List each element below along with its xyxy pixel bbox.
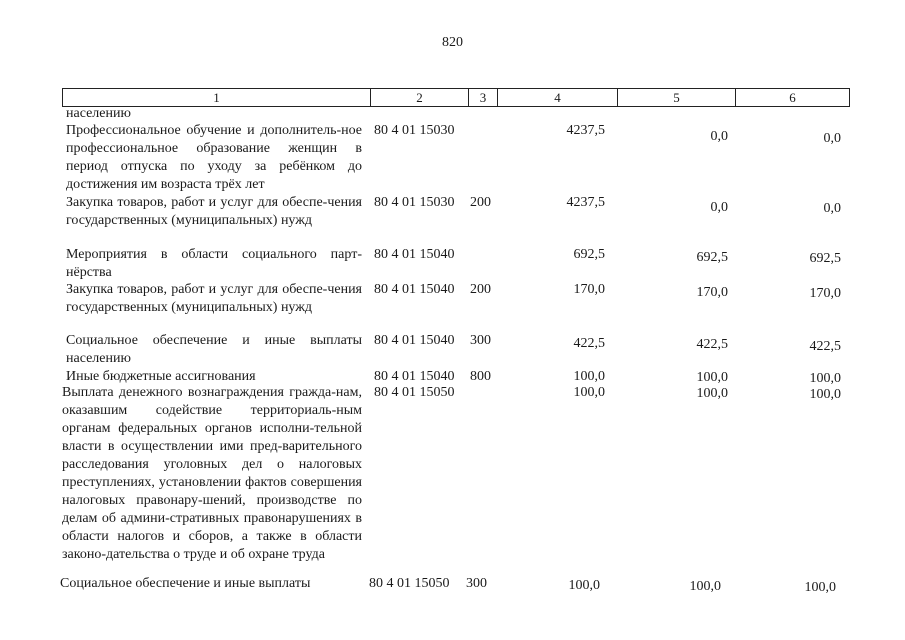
row-vr: 200: [470, 195, 491, 210]
row-value-col4: 100,0: [573, 369, 605, 384]
row-vr: 300: [470, 333, 491, 348]
row-value-col5: 100,0: [696, 386, 728, 401]
row-name: Закупка товаров, работ и услуг для обеспе-чения государственных (муниципальных) нужд: [66, 195, 362, 228]
header-col-1: 1: [62, 88, 370, 107]
row-code: 80 4 01 15040: [374, 369, 455, 384]
row-value-col5: 692,5: [696, 250, 728, 265]
row-value-col6: 170,0: [809, 286, 841, 301]
row-name: Социальное обеспечение и иные выплаты населению: [66, 333, 362, 366]
row-value-col4: 100,0: [568, 578, 600, 593]
row-name: Выплата денежного вознаграждения гражда-нам, оказавшим содействие территориаль-ным органам федеральных органов исполни-тельной власти в осуществлении ими пред-варительного расследования уголовных дел о налоговых преступлениях, установлении фактов совершения налоговых правонару-шений, производстве по делам об админи-стративных правонарушениях в области налогов и сборов, а также в области законо-дательства о труде и об охране труда: [62, 385, 362, 562]
row-code: 80 4 01 15040: [374, 333, 455, 348]
row-value-col6: 100,0: [809, 387, 841, 402]
row-name: населению: [66, 106, 131, 121]
header-col-4: 4: [497, 88, 617, 107]
row-name: Социальное обеспечение и иные выплаты: [60, 576, 311, 591]
row-code: 80 4 01 15030: [374, 123, 455, 138]
header-col-3: 3: [468, 88, 497, 107]
row-value-col5: 170,0: [696, 285, 728, 300]
row-value-col6: 0,0: [823, 131, 841, 146]
row-value-col5: 0,0: [710, 200, 728, 215]
header-col-5: 5: [617, 88, 735, 107]
row-code: 80 4 01 15050: [369, 576, 450, 591]
row-value-col4: 4237,5: [566, 123, 605, 138]
row-value-col4: 692,5: [573, 247, 605, 262]
row-value-col6: 422,5: [809, 339, 841, 354]
row-code: 80 4 01 15050: [374, 385, 455, 400]
header-col-2: 2: [370, 88, 468, 107]
row-value-col4: 4237,5: [566, 195, 605, 210]
row-vr: 300: [466, 576, 487, 591]
header-col-6: 6: [735, 88, 850, 107]
row-value-col6: 692,5: [809, 251, 841, 266]
row-name: Профессиональное обучение и дополнитель-ное профессиональное образование женщин в период отпуска по уходу за ребёнком до достижения им возраста трёх лет: [66, 123, 362, 192]
row-value-col4: 170,0: [573, 282, 605, 297]
row-value-col6: 100,0: [804, 580, 836, 595]
row-name: Иные бюджетные ассигнования: [66, 369, 256, 384]
row-vr: 200: [470, 282, 491, 297]
row-value-col6: 0,0: [823, 201, 841, 216]
row-code: 80 4 01 15040: [374, 282, 455, 297]
row-code: 80 4 01 15040: [374, 247, 455, 262]
row-value-col4: 100,0: [573, 385, 605, 400]
page-number: 820: [442, 35, 463, 50]
row-value-col5: 422,5: [696, 337, 728, 352]
row-name: Мероприятия в области социального парт-нёрства: [66, 247, 362, 280]
row-value-col5: 100,0: [696, 370, 728, 385]
row-code: 80 4 01 15030: [374, 195, 455, 210]
row-vr: 800: [470, 369, 491, 384]
row-value-col4: 422,5: [573, 336, 605, 351]
row-name: Закупка товаров, работ и услуг для обеспе-чения государственных (муниципальных) нужд: [66, 282, 362, 315]
row-value-col5: 0,0: [710, 129, 728, 144]
row-value-col5: 100,0: [689, 579, 721, 594]
row-value-col6: 100,0: [809, 371, 841, 386]
